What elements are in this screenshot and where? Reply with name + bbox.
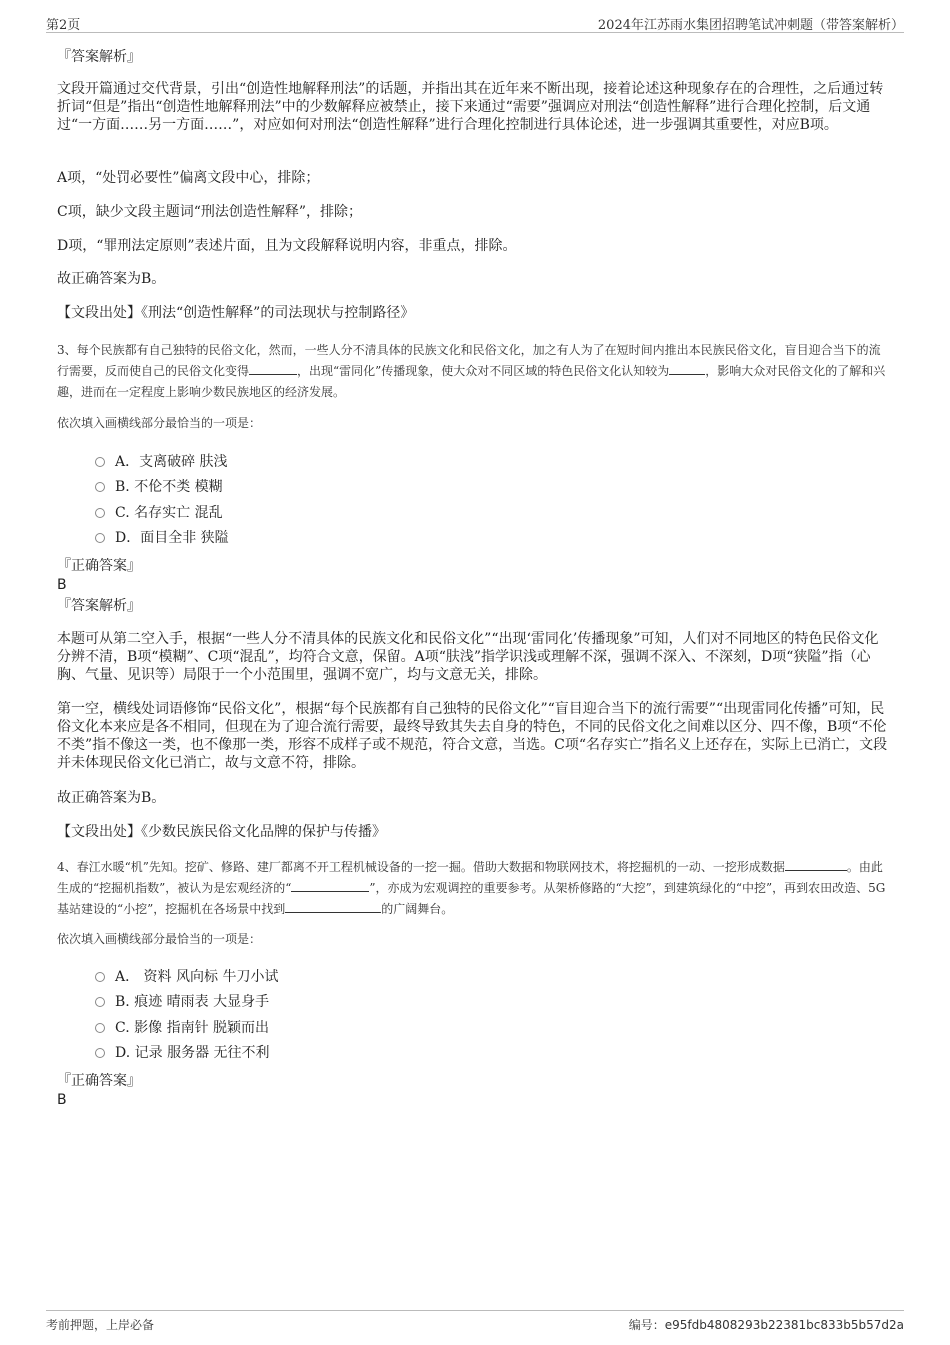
q4-option-b[interactable] [95, 993, 269, 1011]
q3-stem [57, 340, 890, 403]
q4-blank-2 [291, 879, 369, 892]
radio-icon[interactable] [95, 508, 105, 518]
q3-option-c[interactable] [95, 504, 223, 522]
q3-stem-part2: ，出现“雷同化”传播现象，使大众对不同区域的特色民俗文化认知较为 [297, 364, 670, 378]
q4-prompt: 依次填入画横线部分最恰当的一项是： [57, 932, 262, 946]
radio-icon[interactable] [95, 972, 105, 982]
q3-option-d[interactable] [95, 529, 229, 547]
page-footer [46, 1310, 904, 1335]
q4-option-d[interactable] [95, 1044, 270, 1062]
q2-analysis-option-a: A项，“处罚必要性”偏离文段中心，排除； [57, 170, 320, 186]
document-code-value: e95fdb4808293b22381bc833b5b57d2a [664, 1318, 904, 1332]
q2-analysis-option-d: D项，“罪刑法定原则”表述片面，且为文段解释说明内容，非重点，排除。 [57, 238, 517, 254]
q4-stem-part3: ”，亦成为宏观调控的重要参考。从架桥修路的“大挖”，到建筑绿化的“中挖”，再到农田改造、5G基站建设的“小挖”，挖掘机在各场景中找到 [57, 881, 886, 916]
q4-blank-3 [285, 900, 381, 913]
q3-stem-part1: 3、每个民族都有自己独特的民俗文化，然而，一些人分不清具体的民族文化和民俗文化，加之有人为了在短时间内推出本民族民俗文化，盲目迎合当下的流行需要，反而使自己的民俗文化变得 [57, 343, 881, 378]
q4-answer-label: 『正确答案』 [57, 1073, 141, 1089]
q3-option-a-label: A．支离破碎 肤浅 [115, 454, 228, 470]
q3-analysis-label: 『答案解析』 [57, 598, 141, 614]
radio-icon[interactable] [95, 482, 105, 492]
q2-source: 【文段出处】《刑法“创造性解释”的司法现状与控制路径》 [57, 305, 415, 321]
document-code [629, 1316, 904, 1333]
q4-stem [57, 857, 890, 920]
q4-option-c-label: C. 影像 指南针 脱颖而出 [115, 1020, 270, 1036]
radio-icon[interactable] [95, 1048, 105, 1058]
q3-option-b-label: B. 不伦不类 模糊 [115, 479, 223, 495]
q2-analysis-option-c: C项，缺少文段主题词“刑法创造性解释”，排除； [57, 204, 363, 220]
q3-conclusion: 故正确答案为B。 [57, 790, 166, 806]
q3-option-c-label: C. 名存实亡 混乱 [115, 505, 223, 521]
q3-analysis-paragraph-2: 第一空，横线处词语修饰“民俗文化”，根据“每个民族都有自己独特的民俗文化”“盲目迎合当下的流行需要”“出现雷同化传播”可知，民俗文化本来应是各不相同，但现在为了迎合流行需要，最终导致其失去自身的特色，不同的民俗文化之间难以区分、四不像，B项“不伦不类”指不像这一类，也不像那一类，形容不成样子或不规范，符合文意，当选。C项“名存实亡”指名义上还存在，实际上已消亡，文段并未体现民俗文化已消亡，故与文意不符，排除。 [57, 701, 888, 771]
q2-analysis-label: 『答案解析』 [57, 49, 141, 65]
document-title: 2024年江苏雨水集团招聘笔试冲刺题（带答案解析） [597, 18, 904, 33]
q4-option-d-label: D. 记录 服务器 无往不利 [115, 1045, 270, 1061]
q4-blank-1 [785, 858, 847, 871]
q4-option-c[interactable] [95, 1019, 269, 1037]
radio-icon[interactable] [95, 1023, 105, 1033]
radio-icon[interactable] [95, 533, 105, 543]
q4-option-b-label: B. 痕迹 晴雨表 大显身手 [115, 994, 270, 1010]
page-number: 第2页 [46, 18, 81, 33]
q3-blank-2 [669, 362, 705, 375]
q4-option-a-label: A． 资料 风向标 牛刀小试 [115, 969, 279, 985]
q3-analysis-paragraph-1: 本题可从第二空入手，根据“一些人分不清具体的民族文化和民俗文化”“出现‘雷同化’传播现象”可知，人们对不同地区的特色民俗文化分辨不清，B项“模糊”、C项“混乱”，均符合文意，保留。A项“肤浅”指学识浅或理解不深，强调不深入、不深刻，D项“狭隘”指（心胸、气量、见识等）局限于一个小范围里，强调不宽广，均与文意无关，排除。 [57, 631, 879, 683]
q3-option-a[interactable] [95, 453, 228, 471]
q2-analysis-paragraph: 文段开篇通过交代背景，引出“创造性地解释刑法”的话题，并指出其在近年来不断出现，接着论述这种现象存在的合理性，之后通过转折词“但是”指出“创造性地解释刑法”中的少数解释应被禁止，接下来通过“需要”强调应对刑法“创造性解释”进行合理化控制，后文通过“一方面……另一方面……”，对应如何对刑法“创造性解释”进行合理化控制进行具体论述，进一步强调其重要性，对应B项。 [57, 81, 884, 133]
q4-stem-part4: 的广阔舞台。 [381, 902, 454, 916]
document-code-label: 编号： [628, 1318, 665, 1332]
q3-blank-1 [249, 362, 297, 375]
q2-conclusion: 故正确答案为B。 [57, 271, 166, 287]
q3-source: 【文段出处】《少数民族民俗文化品牌的保护与传播》 [57, 824, 386, 840]
q3-stem-part3: ，影响大众对民俗文化的了解和兴趣，进而在一定程度上影响少数民族地区的经济发展。 [57, 364, 886, 399]
page-header [46, 10, 904, 33]
q4-stem-part2: 。由此生成的“挖掘机指数”，被认为是宏观经济的“ [57, 860, 883, 895]
q3-answer: B [57, 577, 67, 593]
q4-stem-part1: 4、春江水暖“机”先知。挖矿、修路、建厂都离不开工程机械设备的一挖一掘。借助大数据和物联网技术，将挖掘机的一动、一挖形成数据 [57, 860, 785, 874]
q3-prompt: 依次填入画横线部分最恰当的一项是： [57, 416, 262, 430]
q3-answer-label: 『正确答案』 [57, 558, 141, 574]
q3-option-d-label: D．面目全非 狭隘 [115, 530, 229, 546]
q4-answer: B [57, 1092, 67, 1108]
radio-icon[interactable] [95, 997, 105, 1007]
footer-slogan: 考前押题，上岸必备 [46, 1318, 155, 1332]
q3-option-b[interactable] [95, 478, 223, 496]
q4-option-a[interactable] [95, 968, 278, 986]
radio-icon[interactable] [95, 457, 105, 467]
